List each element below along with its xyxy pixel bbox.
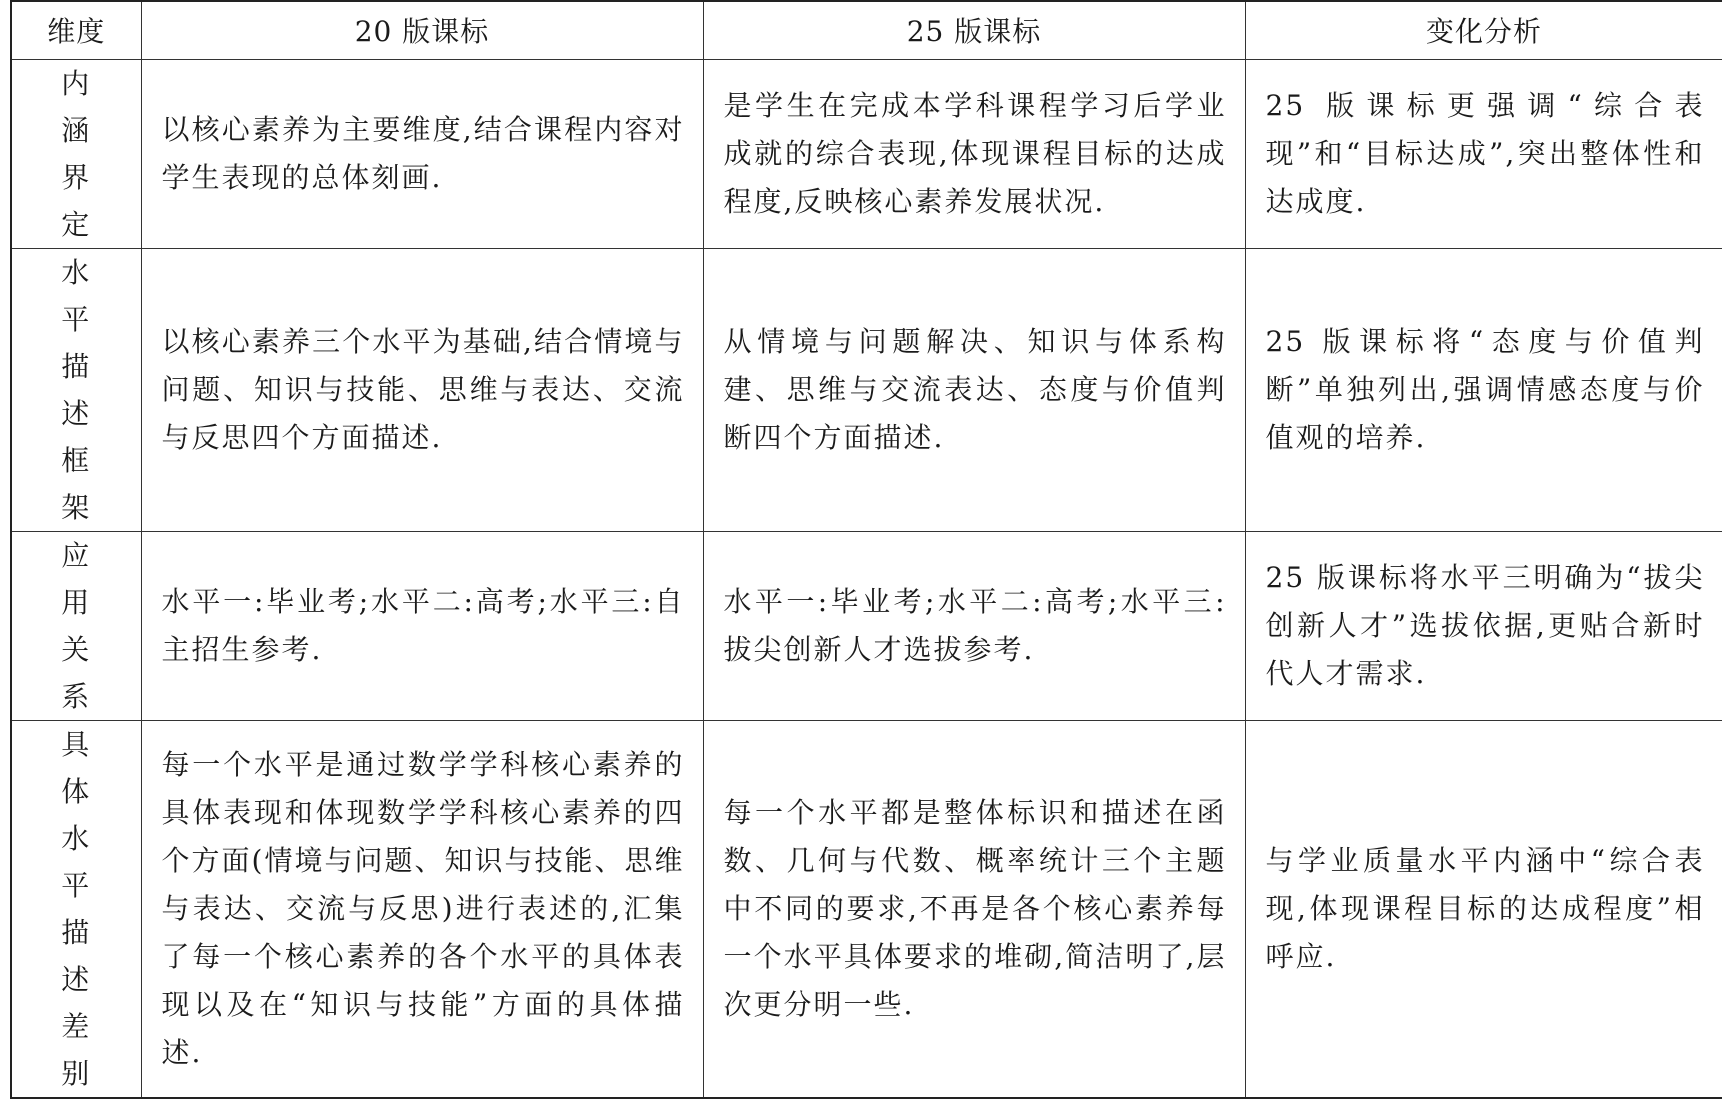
dimension-text: 应用关系 [61,538,92,713]
row-dimension [11,531,141,720]
row-20-text: 每一个水平是通过数学学科核心素养的具体表现和体现数学学科核心素养的四个方面(情境与问题、知识与技能、思维与表达、交流与反思)进行表述的,汇集了每一个核心素养的各个水平的具体表现以及在“知识与技能”方面的具体描述. [141,720,703,1098]
row-analysis-text: 25 版课标更强调“综合表现”和“目标达成”,突出整体性和达成度. [1245,59,1722,248]
header-25-standard: 25 版课标 [703,1,1245,59]
row-25-text: 从情境与问题解决、知识与体系构建、思维与交流表达、态度与价值判断四个方面描述. [703,248,1245,531]
dimension-text: 具体水平描述差别 [61,727,92,1090]
table-row [11,248,1722,531]
comparison-table [10,0,1722,1099]
table-row [11,59,1722,248]
row-25-text: 是学生在完成本学科课程学习后学业成就的综合表现,体现课程目标的达成程度,反映核心素养发展状况. [703,59,1245,248]
row-dimension [11,59,141,248]
row-20-text: 水平一:毕业考;水平二:高考;水平三:自主招生参考. [141,531,703,720]
row-analysis-text: 与学业质量水平内涵中“综合表现,体现课程目标的达成程度”相呼应. [1245,720,1722,1098]
table-row [11,720,1722,1098]
table-row [11,531,1722,720]
dimension-text: 水平描述框架 [61,255,92,524]
header-20-standard: 20 版课标 [141,1,703,59]
row-dimension [11,720,141,1098]
header-row [11,1,1722,59]
comparison-table-container [10,0,1722,1099]
row-analysis-text: 25 版课标将“态度与价值判断”单独列出,强调情感态度与价值观的培养. [1245,248,1722,531]
header-change-analysis: 变化分析 [1245,1,1722,59]
header-dimension: 维度 [11,1,141,59]
dimension-text: 内涵界定 [61,66,92,241]
row-25-text: 每一个水平都是整体标识和描述在函数、几何与代数、概率统计三个主题中不同的要求,不再是各个核心素养每一个水平具体要求的堆砌,简洁明了,层次更分明一些. [703,720,1245,1098]
row-20-text: 以核心素养为主要维度,结合课程内容对学生表现的总体刻画. [141,59,703,248]
row-20-text: 以核心素养三个水平为基础,结合情境与问题、知识与技能、思维与表达、交流与反思四个方面描述. [141,248,703,531]
row-analysis-text: 25 版课标将水平三明确为“拔尖创新人才”选拔依据,更贴合新时代人才需求. [1245,531,1722,720]
row-dimension [11,248,141,531]
row-25-text: 水平一:毕业考;水平二:高考;水平三:拔尖创新人才选拔参考. [703,531,1245,720]
